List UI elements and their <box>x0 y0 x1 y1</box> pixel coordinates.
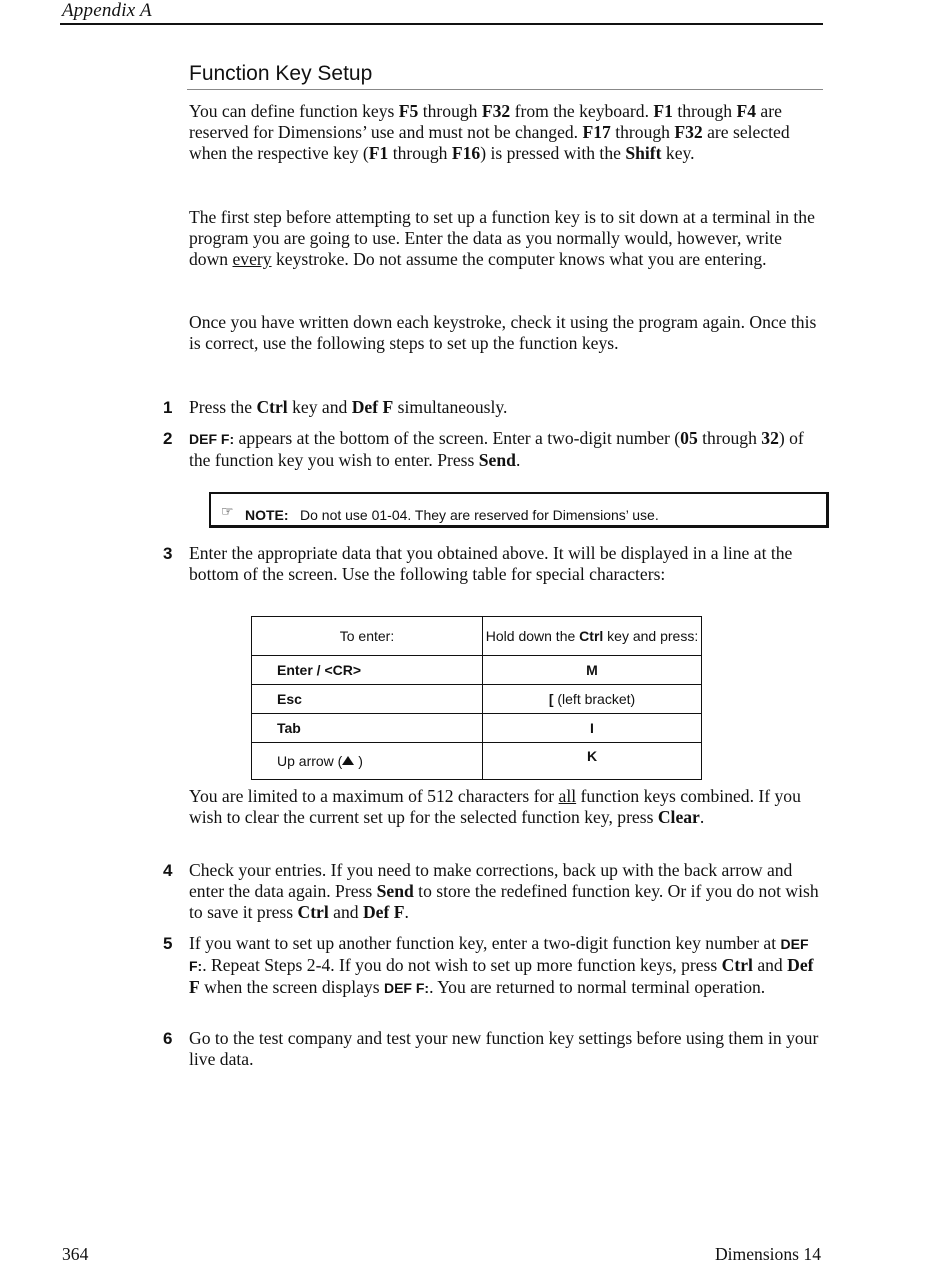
table-row <box>252 714 702 743</box>
table-header-cell: To enter: <box>252 617 483 656</box>
table-row <box>252 743 702 780</box>
table-cell: M <box>483 656 702 685</box>
table-cell: K <box>483 743 702 780</box>
step-text: Go to the test company and test your new function key settings before using them in your live data. <box>189 1028 819 1069</box>
table-cell: Enter / <CR> <box>252 656 483 685</box>
step-text: Check your entries. If you need to make corrections, back up with the back arrow and enter the data again. Press Send to store the redefined function key. Or if you do not wish to save it press Ctrl and Def F. <box>189 860 819 922</box>
table-cell: Esc <box>252 685 483 714</box>
table-cell: Tab <box>252 714 483 743</box>
step-text: Press the Ctrl key and Def F simultaneously. <box>189 397 508 417</box>
special-characters-table <box>251 616 702 780</box>
intro-paragraph-2: The first step before attempting to set up a function key is to sit down at a terminal in the program you are going to use. Enter the data as you normally would, however, write down every keystroke. Do not assume the computer knows what you are entering. <box>189 207 815 269</box>
step-text: If you want to set up another function key, enter a two-digit function key number at DEF F:. Repeat Steps 2-4. If you do not wish to set up more function keys, press Ctrl and Def F when the screen displays DEF F:. You are returned to normal terminal operation. <box>189 933 814 997</box>
note-text: Do not use 01-04. They are reserved for Dimensions’ use. <box>300 507 659 523</box>
step-number: 3 <box>163 544 173 563</box>
page-number: 364 <box>62 1244 89 1264</box>
section-title: Function Key Setup <box>189 62 373 85</box>
table-header-cell: Hold down the Ctrl key and press: <box>483 617 702 656</box>
note-label: NOTE: <box>245 507 289 523</box>
running-header: Appendix A <box>62 0 152 21</box>
table-row <box>252 656 702 685</box>
pointing-hand-icon: ☞ <box>221 503 234 519</box>
up-triangle-icon <box>342 756 354 765</box>
header-rule <box>60 23 823 25</box>
table-cell: [ (left bracket) <box>483 685 702 714</box>
step-text: Enter the appropriate data that you obtained above. It will be displayed in a line at the bottom of the screen. Use the following table for special characters: <box>189 543 793 584</box>
table-cell: I <box>483 714 702 743</box>
table-cell: Up arrow ( ) <box>252 743 483 780</box>
intro-paragraph-3: Once you have written down each keystroke, check it using the program again. Once this is correct, use the following steps to set up the function keys. <box>189 312 817 353</box>
section-rule <box>187 89 823 90</box>
after-table-paragraph: You are limited to a maximum of 512 characters for all function keys combined. If you wish to clear the current set up for the selected function key, press Clear. <box>189 786 801 827</box>
table-header-row <box>252 617 702 656</box>
step-number: 5 <box>163 934 173 953</box>
step-number: 4 <box>163 861 173 880</box>
intro-paragraph-1: You can define function keys F5 through F32 from the keyboard. F1 through F4 are reserved for Dimensions’ use and must not be changed. F17 through F32 are selected when the respective key (F1 through F16) is pressed with the Shift key. <box>189 101 790 163</box>
step-text: DEF F: appears at the bottom of the screen. Enter a two-digit number (05 through 32) of the function key you wish to enter. Press Send. <box>189 428 804 470</box>
step-number: 2 <box>163 429 173 448</box>
table-row <box>252 685 702 714</box>
footer-document-title: Dimensions 14 <box>714 1244 821 1264</box>
step-number: 6 <box>163 1029 173 1048</box>
step-number: 1 <box>163 398 173 417</box>
note-box <box>209 492 829 528</box>
